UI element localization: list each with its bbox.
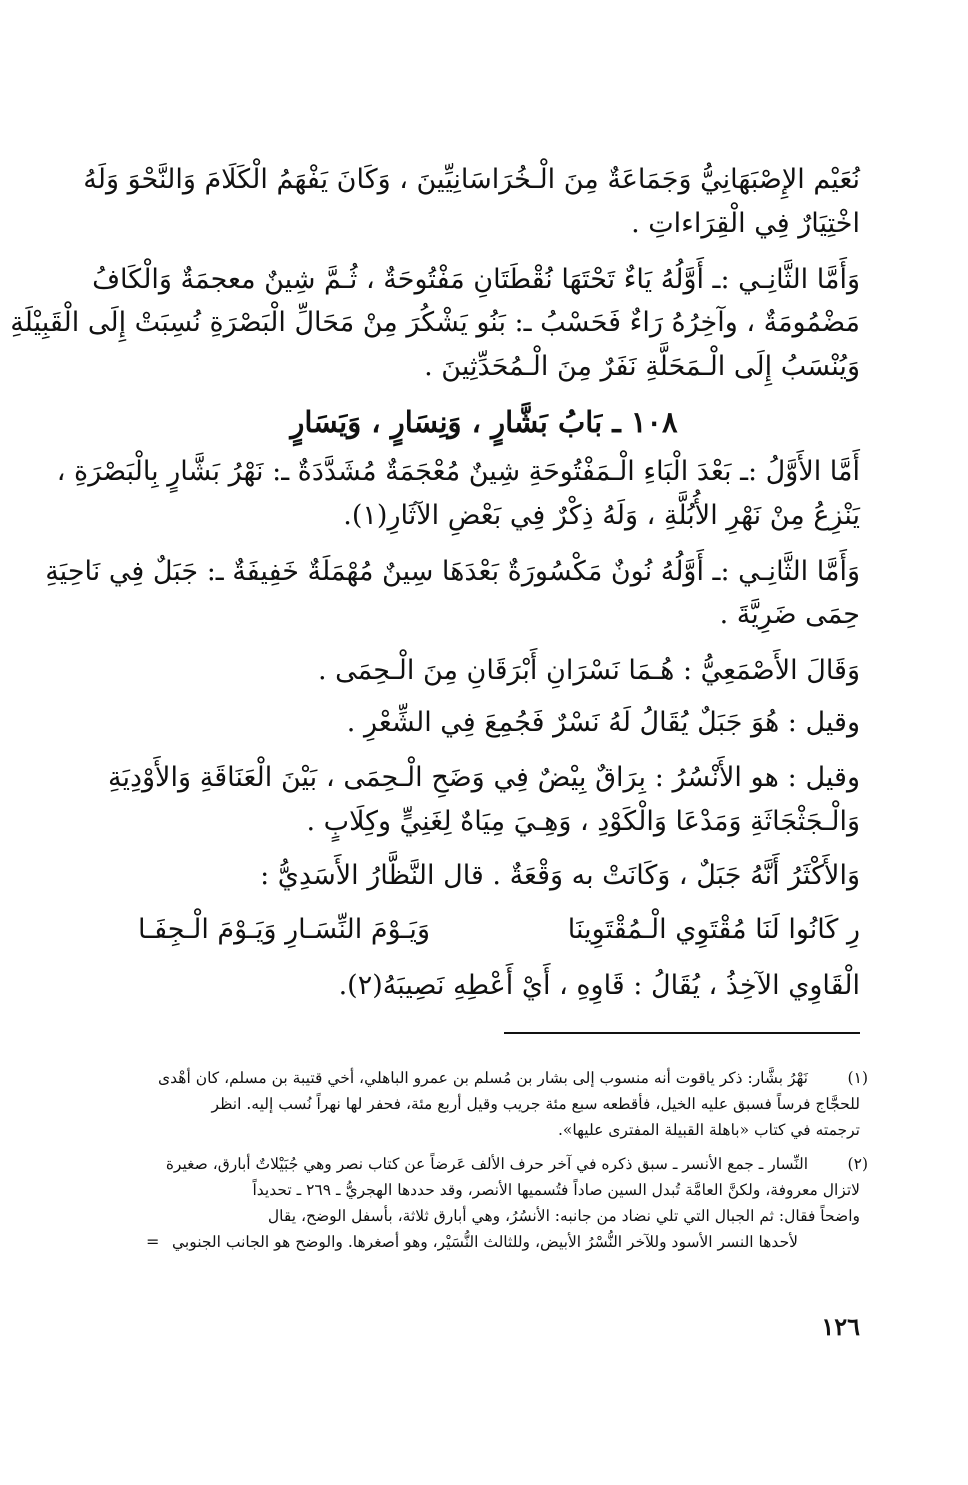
continuation-mark: =: [146, 1232, 160, 1251]
footnote-line: واضحاً فقال: ثم الجبال التي تلي نضاد من جانبه: الأنسُرُ، وهي أبارق ثلاثة، بأسفل الوضح، يقال: [267, 1207, 860, 1225]
body-line: مَضْمُومَةٌ ، وآخِرُهُ رَاءٌ فَحَسْبُ ـ: بَنُو يَشْكُرَ مِنْ مَحَالِّ الْبَصْرَةِ نُسِبَتْ إِلَى الْقَبِيْلَةِ: [10, 307, 860, 338]
body-line: اخْتِيَارٌ فِي الْقِرَاءاتِ .: [631, 208, 860, 239]
verse-second-hemistich: رِ كَانُوا لَنَا مُقْتَوِي الْـمُقْتَوِينَا: [567, 914, 860, 945]
body-line: نُعَيْم الإِصْبَهَانِيُّ وَجَمَاعَةٌ مِنَ الْـخُرَاسَانِيِّينَ ، وَكَانَ يَفْهَمُ الْكَلَامَ وَالنَّحْوَ وَلَهُ: [83, 164, 860, 195]
section-line: وقيل : هُوَ جَبَلٌ يُقَالُ لَهُ نَسْرٌ فَجُمِعَ فِي الشِّعْرِ .: [346, 707, 860, 738]
footnote-line: لأحدها النسر الأسود وللآخر النُّسْرُ الأبيض، وللثالث النُّسَيْر، وهو أصغرها. والوضح هو الجانب الجنوبي: [172, 1233, 798, 1251]
section-line: وَقَالَ الأَصْمَعِيُّ : هُـمَا نَسْرَانِ أَبْرَقَانِ مِنَ الْـحِمَى .: [318, 655, 860, 686]
after-verse-line: الْقَاوِي الآخِذُ ، يُقَالُ : قَاوِهِ ، أَيْ أَعْطِهِ نَصِيبَهُ(٢).: [338, 970, 860, 1001]
section-line: حِمَى ضَرِيَّةَ .: [719, 599, 860, 630]
section-heading: ١٠٨ ـ بَابُ بَشَّارٍ ، وَنِسَارٍ ، وَيَسَارٍ: [290, 405, 678, 439]
footnote-line: للحجَّاج فرساً فسبق عليه الخيل، فأقطعه سبع مئة جريب وقيل أربع مئة، فحفر لها نهراً نُسب إليه. انظر: [211, 1095, 860, 1113]
footnote-line: ترجمته في كتاب «باهلة القبيلة المفترى عليها».: [558, 1121, 860, 1139]
page-number: ١٢٦: [821, 1312, 860, 1341]
verse-first-hemistich: وَيَـوْمَ النِّسَـارِ وَيَـوْمَ الْـجِفَـا: [137, 914, 430, 945]
footnote-number: (٢): [847, 1155, 868, 1173]
section-line: أَمَّا الأَوَّلُ :ـ بَعْدَ الْبَاءِ الْـمَفْتُوحَةِ شِينٌ مُعْجَمَةٌ مُشَدَّدَةٌ ـ: نَهْرُ بَشَّارٍ بِالْبَصْرَةِ ،: [56, 456, 860, 487]
body-line: وَيُنْسَبُ إِلَى الْـمَحَلَّةِ نَفَرٌ مِنَ الْـمُحَدِّثِينَ .: [424, 351, 860, 382]
footnote-line: لاتزال معروفة، ولكنَّ العامَّة تُبدل السين صاداً فتُسميها الأنصر، وقد حددها الهجريُّ ـ ٢٦٩ ـ تحديداً: [252, 1181, 860, 1199]
footnote-line: النِّسار ـ جمع الأنسر ـ سبق ذكره في آخر حرف الألف عَرضاً عن كتاب نصر وهي جُبَيْلاتٌ أبارق، صغيرة: [165, 1155, 808, 1173]
section-line: وَالْـجَثْجَاثَةِ وَمَدْعَا وَالْكَوْدِ ، وَهِـيَ مِيَاهٌ لِغَنِيٍّ وكِلَابٍ .: [306, 806, 860, 837]
section-line: يَنْزِعُ مِنْ نَهْرِ الأُبُلَّةِ ، وَلَهُ ذِكْرٌ فِي بَعْضِ الآثَارِ(١).: [343, 500, 860, 531]
section-line: وقيل : هو الأَنْسُرُ : بِرَاقٌ بِيْضٌ فِي وَضَحِ الْـحِمَى ، بَيْنَ الْعَنَاقَةِ وَالأَوْدِيَةِ: [108, 762, 860, 793]
footnote-number: (١): [847, 1069, 868, 1087]
section-line: وَالأَكْثَرُ أَنَّهُ جَبَلٌ ، وَكَانَتْ به وَقْعَةٌ . قال النَّظَّارُ الأَسَدِيُّ :: [260, 860, 860, 891]
footnote-divider: [504, 1032, 860, 1034]
footnote-line: نَهْرُ بشَّار: ذكر ياقوت أنه منسوب إلى بشار بن مُسلم بن عمرو الباهلي، أخي قتيبة بن مسلم، كان أهْدى: [158, 1069, 808, 1087]
body-line: وَأَمَّا الثَّانِـي :ـ أَوَّلُهُ يَاءٌ تَحْتَهَا نُقْطَتَانِ مَفْتُوحَةٌ ، ثُـمَّ شِينٌ معجمَةٌ وَالْكَافُ: [92, 264, 860, 295]
section-line: وَأَمَّا الثَّانِـي :ـ أَوَّلُهُ نُونٌ مَكْسُورَةٌ بَعْدَهَا سِينٌ مُهْمَلَةٌ خَفِيفَةٌ ـ: جَبَلٌ فِي نَاحِيَةِ: [45, 556, 860, 587]
